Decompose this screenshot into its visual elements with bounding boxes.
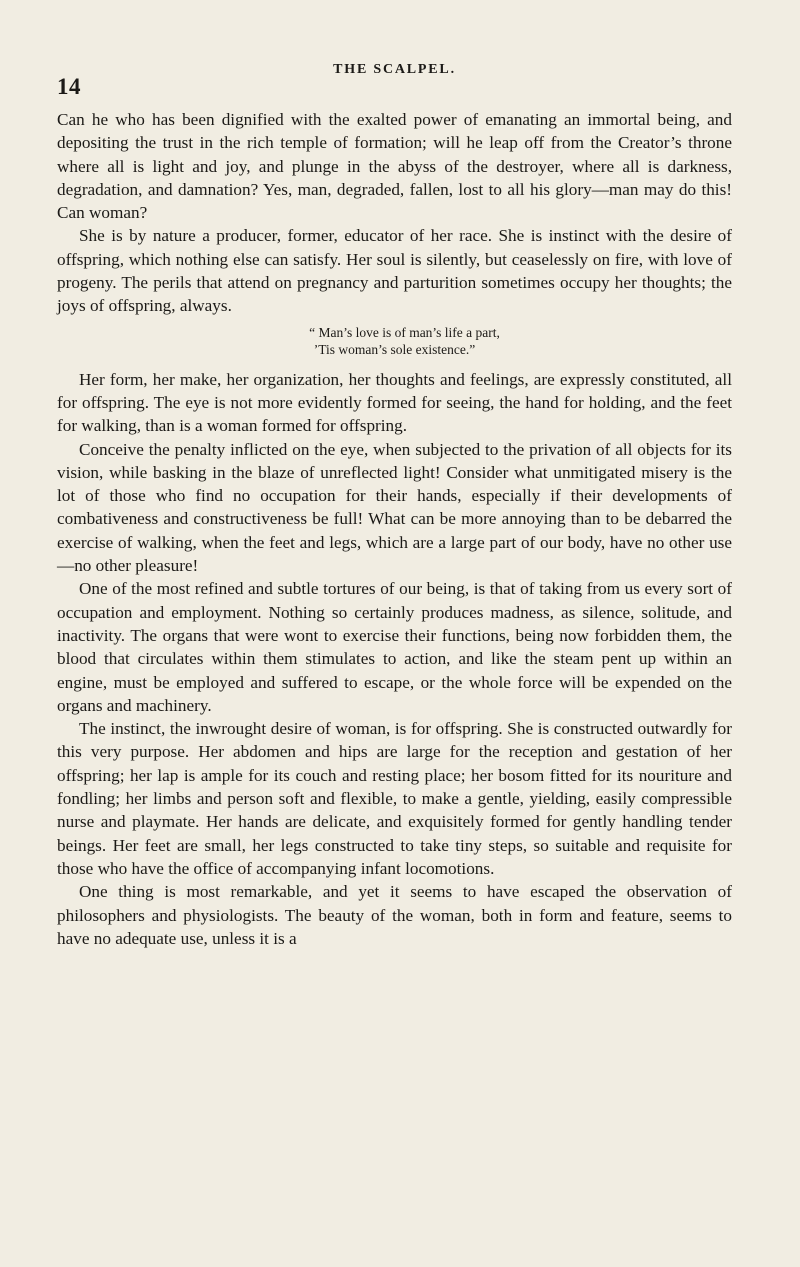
paragraph-2: She is by nature a producer, former, educator of her race. She is instinct with the desire of offspring, which nothing else can satisfy. Her soul is silently, but ceaselessly on fire, with love of progeny. The perils that attend on pregnancy and parturition sometimes occupy her thoughts; the joys of offspring, always. [57, 226, 732, 316]
paragraph-7: One thing is most remarkable, and yet it seems to have escaped the observation of philosophers and physiologists. The beauty of the woman, both in form and feature, seems to have no adequate use, unless it is a [57, 882, 732, 948]
running-head: THE SCALPEL. [333, 62, 456, 77]
paragraph-1: Can he who has been dignified with the exalted power of emanating an immortal being, and depositing the trust in the rich temple of formation; will he leap off from the Creator’s throne where all is light and joy, and plunge in the abyss of the destroyer, where all is darkness, degradation, and damnation? Yes, man, degraded, fallen, lost to all his glory—man may do this! Can woman? [57, 110, 732, 223]
paragraph-5: One of the most refined and subtle tortures of our being, is that of taking from us every sort of occupation and employment. Nothing so certainly produces madness, as silence, solitude, and inactivity. The organs that were wont to exercise their functions, being now forbidden them, the blood that circulates within them stimulates to action, and like the steam pent up within an engine, must be employed and suffered to escape, or the whole force will be expended on the organs and machinery. [57, 579, 732, 715]
quote-line-2: ’Tis woman’s sole existence.” [313, 341, 476, 357]
page-number: 14 [57, 74, 81, 99]
page-header [57, 62, 732, 98]
paragraph-6: The instinct, the inwrought desire of woman, is for offspring. She is constructed outwardly for this very purpose. Her abdomen and hips are large for the reception and gestation of her offspring; her lap is ample for its couch and resting place; her bosom fitted for its nouriture and fondling; her limbs and person soft and flexible, to make a gentle, yielding, easily compressible nurse and playmate. Her hands are delicate, and exquisitely formed for gently handling tender beings. Her feet are small, her legs constructed to take tiny steps, so suitable and requisite for those who have the office of accompanying infant locomotions. [57, 719, 732, 878]
block-quote [57, 324, 732, 358]
paragraph-4: Conceive the penalty inflicted on the eye, when subjected to the privation of all objects for its vision, while basking in the blaze of unreflected light! Consider what unmitigated misery is the lot of those who find no occupation for their hands, especially if their developments of combativeness and constructiveness be full! What can be more annoying than to be debarred the exercise of walking, when the feet and legs, which are a large part of our body, have no other use—no other pleasure! [57, 439, 732, 576]
body-text [57, 108, 732, 950]
paragraph-3: Her form, her make, her organization, her thoughts and feelings, are expressly constituted, all for offspring. The eye is not more evidently formed for seeing, the hand for holding, and the feet for walking, than is a woman formed for offspring. [57, 369, 732, 436]
quote-line-1: “ Man’s love is of man’s life a part, [309, 324, 500, 340]
